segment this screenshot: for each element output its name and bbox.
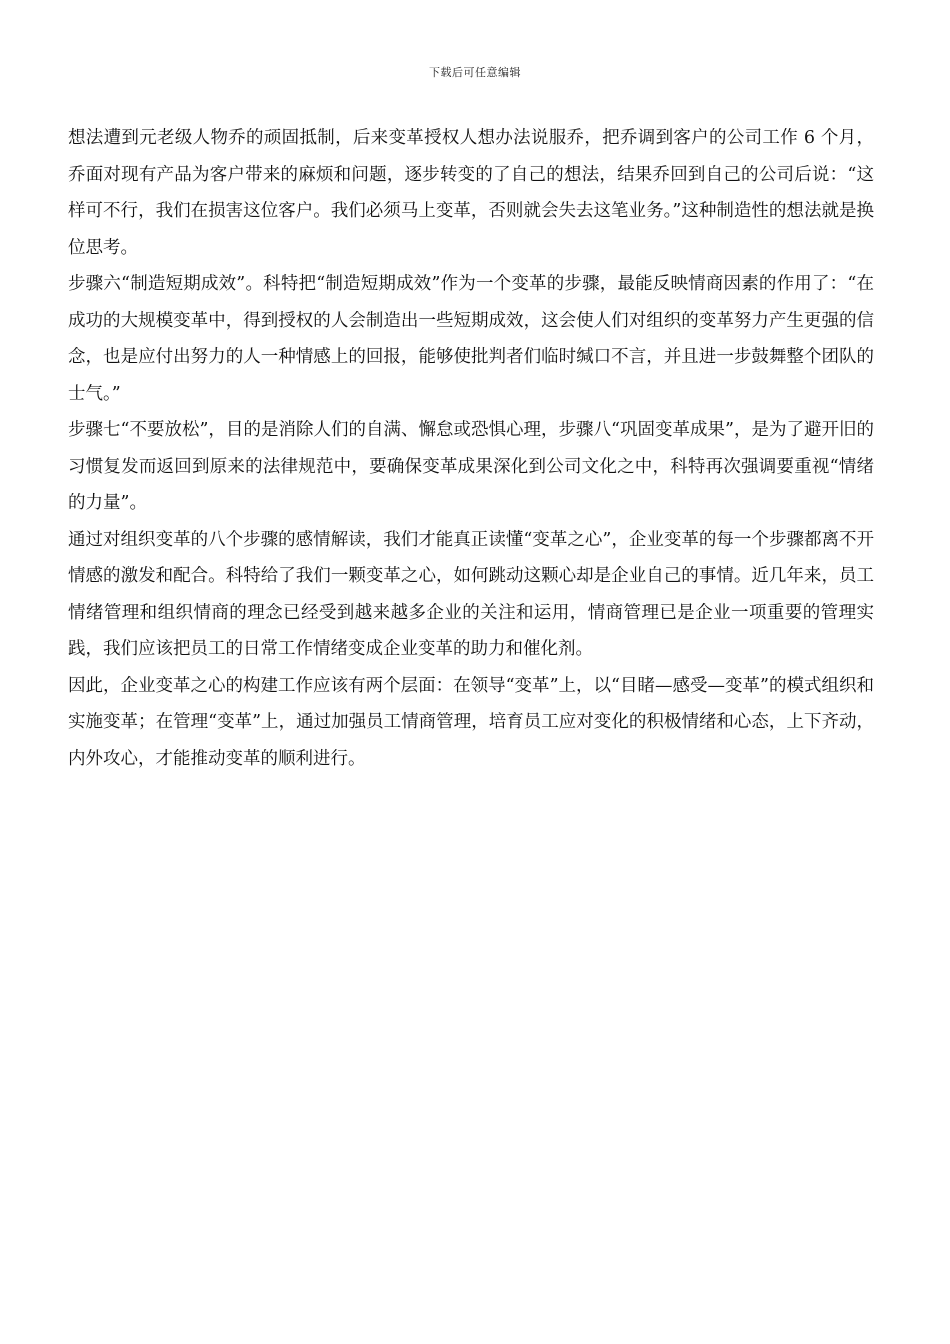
page-header: 下载后可任意编辑 xyxy=(429,66,521,79)
paragraph-3: 步骤七“不要放松”，目的是消除人们的自满、懈怠或恐惧心理，步骤八“巩固变革成果”，是为了避开旧的习惯复发而返回到原来的法律规范中，要确保变革成果深化到公司文化之中，科特再次强调要重视“情绪的力量”。 xyxy=(68,420,874,513)
paragraph-4: 通过对组织变革的八个步骤的感情解读，我们才能真正读懂“变革之心”，企业变革的每一个步骤都离不开情感的激发和配合。科特给了我们一颗变革之心，如何跳动这颗心却是企业自己的事情。近几年来，员工情绪管理和组织情商的理念已经受到越来越多企业的关注和运用，情商管理已是企业一项重要的管理实践，我们应该把员工的日常工作情绪变成企业变革的助力和催化剂。 xyxy=(68,529,874,659)
paragraph-5: 因此，企业变革之心的构建工作应该有两个层面：在领导“变革”上，以“目睹—感受—变革”的模式组织和实施变革；在管理“变革”上，通过加强员工情商管理，培育员工应对变化的积极情绪和心态，上下齐动，内外攻心，才能推动变革的顺利进行。 xyxy=(68,675,874,769)
document-body xyxy=(68,120,874,777)
paragraph-1: 想法遭到元老级人物乔的顽固抵制，后来变革授权人想办法说服乔，把乔调到客户的公司工作 6 个月，乔面对现有产品为客户带来的麻烦和问题，逐步转变的了自己的想法，结果乔回到自己的公司后说：“这样可不行，我们在损害这位客户。我们必须马上变革，否则就会失去这笔业务。”这种制造性的想法就是换位思考。 xyxy=(68,128,874,258)
paragraph-2: 步骤六“制造短期成效”。科特把“制造短期成效”作为一个变革的步骤，最能反映情商因素的作用了：“在成功的大规模变革中，得到授权的人会制造出一些短期成效，这会使人们对组织的变革努力产生更强的信念，也是应付出努力的人一种情感上的回报，能够使批判者们临时缄口不言，并且进一步鼓舞整个团队的士气。” xyxy=(68,274,874,404)
